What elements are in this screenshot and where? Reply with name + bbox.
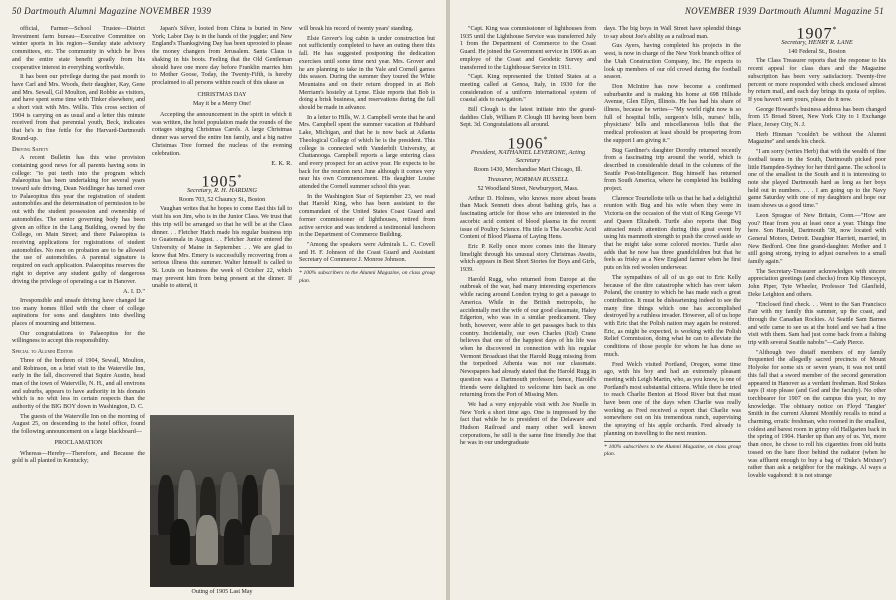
class-year-1905: 1905* (201, 172, 243, 191)
paragraph: "Among the speakers were Admirals L. C. Covell and H. F. Johnson of the Coast Guard and Assistant Secretary of Commerce J. Monroe Johnson. (299, 241, 435, 264)
paragraph: Bill Clough is the latest initiate into the grand-daddies Club, William P. Clough III having been born Sept. 3d. Congratulations all around. (460, 107, 596, 129)
section-heading-special: Special to Alumni Editor (12, 348, 73, 356)
paragraph: "Capt. King represented the United States at a meeting called at Genoa, Italy, in 1930 for the consideration of a uniform international system of coastal aids to navigation." (460, 74, 596, 104)
section-heading-driving-safety: Driving Safety (12, 145, 49, 153)
paragraph: "I am sorry (writes Herb) that with the wealth of fine football teams in the South, Dartmouth picked poor little Hampden-Sydney for her third game. The school is one of the smallest in the South and it is interesting to note she played Dartmouth hard as long as her boys held out in numbers. . . . I am going up to the Navy game Saturday with one of my daughters and hope our team shows us a good time." (748, 149, 886, 210)
paragraph: Don McIntire has now become a confirmed suburbanite and is making his home at 698 Hillside Avenue, Glen Ellyn, Illinois. He has had his share of illness, because he writes—"My world right now is so full of hospital bills, surgeon's bills, nurses' bills, physicians' bills and miscellaneous bills that the medical profession at least should be prospering from the support I am giving it." (604, 83, 741, 144)
signature: A. I. D." (123, 288, 145, 296)
left-column-3 (299, 26, 435, 288)
paragraph: Whereas—Hereby—Therefore, and Because the gold is all planted in Kentucky; (12, 450, 145, 465)
paragraph: Gus Ayers, having completed his projects in the west, is now in charge of the New York branch office of the Utah Construction Company, Inc. He expects to look up members of our old crowd during the football season. (604, 43, 741, 81)
proclamation-heading: PROCLAMATION (54, 439, 103, 446)
paragraph: The sympathies of all of us go out to Eric Kelly because of the dire catastrophe which has over taken Poland, the country to which he has made such a great contribution. It must be disheartening indeed to see the many fine things which one has accomplished destroyed by a ruthless invader. However, all of us hope with Eric that the Polish nation may again be restored. Eric, as might be expected, is working with the Polish Relief Commission, doing what he can to alleviate the conditions of those people for whom he has done so much. (604, 274, 741, 358)
paragraph: Bug Gardiner's daughter Dorothy returned recently from a fascinating trip around the world, which is described in considerable detail in the columns of the Seattle Post-Intelligencer. Bug himself has returned from South America, where he completed his building project. (604, 147, 741, 193)
paragraph: Elsie Grover's log cabin is under construction but not sufficiently completed to have an outing there this fall. He has suggested postponing the dedication exercises until some time next year. Mrs. Grover and he are planning to take in the Yale and Cornell games this season. During the summer they toured the White Mountains and on their return dropped in at Bob Merriam's hostelry at Lyme. Elsie reports that Bob is doing a brisk business, and reservations during the fall should be made in advance. (299, 35, 435, 112)
paragraph: In the Washington Star of September 23, we read that Harold King, who has been assistant to the commandant of the United States Coast Guard and former commissioner of lighthouses, retired from active service and was tendered a testimonial luncheon in the Department of Commerce Building. (299, 193, 435, 239)
paragraph: "Enclosed find check. . . Went to the San Francisco Fair with my family this summer, up the coast, and through the Canadian Rockies. At Seattle Sam Barnes and wife came to see us at the hotel and we had a fine visit with them. Sam had just come back from a fishing trip with several Seattle nabobs"—Cady Pierce. (748, 301, 886, 347)
right-column-3 (748, 26, 886, 483)
paragraph: days. The big boys in Wall Street have splendid things to say about Joe's ability as a railroad man. (604, 26, 741, 40)
footnote: * 100% subscribers to the Alumni Magazine, on class group plan. (299, 267, 435, 285)
president-line: President, NATHANIEL LEVERONE, Acting Secretary (470, 149, 586, 164)
paragraph: Japan's Silver, looted from China is buried in New York; Labor Day is in the hands of the joggler; and New England's Thanksgiving Day has been uprooted to please the money changers from Jerusalem. Santa Claus is shaking in his boots. Feeling that the Old Gentleman should have one more day before Franklin marries him to Mother Goose, Today, the Twenty-Fifth, is hereby proclaimed to all persons within reach of this ukase as (152, 26, 292, 86)
right-page-header: NOVEMBER 1939 Dartmouth Alumni Magazine 51 (684, 6, 884, 16)
right-column-2 (604, 26, 741, 461)
paragraph: We had a very enjoyable visit with Joe Nuelle in New York a short time ago. One is impressed by the fact that while he is president of the Delaware and Hudson Railroad and many other well known corporations, he still is the same fine friendly Joe that he was in our undergraduate (460, 401, 596, 447)
treasurer-line: Treasurer, NORMAN RUSSELL (487, 176, 569, 184)
paragraph: A recent Bulletin has this wise provision containing good news for all parents having sons in college: "to put teeth into the program which Palaeopitus has been undertaking for several years toward safe driving, Dean Neidlinger has turned over to Palaeopitus this year the registration of student automobiles and the determination of permission to be out with the student possession and ownership of automobiles. The senior governing body has been given an office in the Lang Building, owned by the College, on Main Street; and there Palaeopitus is receiving applications for registrations of student automobiles. No men on probation are to be allowed the use of automobiles. A parental signature is required on each application. Palaeopitus reserves the right to deprive any student guilty of dangerous driving the privilege of operating a car in Hanover. (12, 155, 145, 285)
paragraph: Arthur D. Holmes, who knows more about beans than Mack Sennett does about bathing girls, has a fascinating article for those who are interested in the ascorbic acid content of blood plasma in the recent issue of Poultry Science. His title is The Ascorbic Acid Content of Blood Plasma of Laying Hens. (460, 195, 596, 241)
paragraph: Three of the brethren of 1904, Sewall, Moulton, and Robinson, on a brief visit to the Waterville Inn, early in the fall, discovered that Squire Austin, head man of the town of Waterville, N. H., and all environs and suburbs, appears to have authority in his domain which is no whit less in certain respects than the authority of the BIG BOY down in Washington, D. C. (12, 357, 145, 411)
left-column-1 (12, 26, 145, 468)
paragraph: Clarence Tourtellotte tells us that he had a delightful reunion with Bug and his wife when they were in Victoria on the occasion of the visit of King George VI and Queen Elizabeth. Turtle also reports that Bug attracted much attention during this great event by using his mammoth strength to push the crowd aside so that he might take some colored movies. Turtle also adds that he now has three grandchildren but that he feels as frisky as a New England farmer when he first puts on his red woolen underwear. (604, 195, 741, 272)
paragraph: The Secretary-Treasurer acknowledges with sincere appreciation greetings (and checks) from Kip Henceypt, John Piper, Tyte Wheeler, Professor Ted Glanfield, Deke Leighton and others. (748, 268, 886, 298)
paragraph: In a letter to Hills, W. J. Campbell wrote that he and Mrs. Campbell spent the summer vacation at Hubbard Lake, Michigan, and that he is now back at Atlanta Theological College of which he is the president. This college is connected with Vanderbilt University, at Chattanooga. Campbell reports a large entering class and every prospect for an active year. He expects to be back for the reunion next June although it comes very near his own Commencement. His daughter Louise attended the Cornell summer school this year. (299, 114, 435, 191)
signature: E. K. R. (271, 160, 292, 168)
secretary-line: Secretary, HENRY R. LANE (781, 39, 853, 47)
paragraph: It has been our privilege during the past month to have Carl and Mrs. Woods, their daughter, Kay, Gene and Mrs. Sewall, Gil Moulton, and Robbie as visitors, and have spent some time with Tinker elsewhere, and a short visit with Mrs. Willis. This cross section of 1904 is carrying on as usual and a letter this minute received from that perennial youth, Beck, indicates that he's in fine fettle for the Harvard-Dartmouth Round-up. (12, 74, 145, 142)
paragraph: "Although two distaff members of my family frequented the allegedly sacred precincts of Mount Holyoke for some six or seven years, it was not until this fall that a sword member of the second generation appeared in Hanover as a verdant freshman. Rod Stokes says (I stop please (and God and the faculty). No other torchbearer for 1907 on the campus this year, to my knowledge. The obituary notice on Floyd 'Tangier' Smith in the current Alumni Monthly recalls to mind a charming, erratic freshman, who roomed in the smallest, coldest and barest room in grimy old Hallgarten back in the spring of 1904. Harder up than any of us. Yet, more than once, he chose to roll his cigarettes from old butts tossed on the bare floor behind the radiator (when he was affluent enough to buy a bag of 'Duke's Mixture') rather than ask a neighbor for the makings. Al ways a lovable vagabond: it is not strange (748, 349, 886, 479)
president-address: Room 1430, Merchandise Mart Chicago, Ill. (473, 166, 583, 173)
paragraph: The Class Treasurer reports that the response to his recent appeal for class dues and the Magazine subscription has been very satisfactory. Twenty-five percent or more responded with check enclosed almost by return mail, and each day brings its quota of replies. If you haven't sent yours, please do it now. (748, 58, 886, 103)
paragraph: official, Farmer—School Trustee—District Investment farm bureau—Executive Committee on winter sports in his region—Sunday state advisory committees, etc. The community in which he lives and the entire state benefit greatly from his cooperative interest in everything worthwhile. (12, 26, 145, 71)
class-outing-photo (150, 415, 294, 587)
paragraph: "Capt. King was commissioner of lighthouses from 1935 until the Lighthouse Service was transferred July 1 from the Department of Commerce to the Coast Guard. He joined the Government service in 1906 as an employe of the Coast and Geodetic Survey and transferred to the Lighthouse Service in 1911. (460, 26, 596, 71)
paragraph: Eric P. Kelly once more comes into the literary limelight through his unusual story Christmas Awaits, which appears in Best Short Stories for Boys and Girls, 1939. (460, 243, 596, 274)
paragraph: The guests of the Waterville Inn on the morning of August 25, on descending to the hotel office, found the following announcement on a large blackboard— (12, 413, 145, 436)
left-page-header: 50 Dartmouth Alumni Magazine NOVEMBER 1939 (12, 6, 212, 16)
left-column-2 (152, 26, 292, 293)
photo-caption: Outing of 1905 Last May (191, 589, 253, 595)
right-column-1 (460, 26, 596, 450)
paragraph: Accepting the announcement in the spirit in which it was written, the hotel population made the rounds of the cottages singing Christmas Carols. A large Christmas dinner was served the entire Inn family, and a big native Christmas Tree formed the nucleus of the evening celebration. (152, 112, 292, 157)
paragraph: Our congratulations to Palaeopitus for the willingness to accept this responsibility. (12, 330, 145, 345)
paragraph: Harold Rugg, who returned from Europe at the outbreak of the war, had many interesting experiences while racing around London trying to get a passage to America. While in the British metropolis, he accidentally met the wife of our good classmate, Haley Edgerton, who was in a similar predicament. They both, however, were able to get passages back to this country. Incidentally, our own Charles (Kid) Crane believes that one of the happiest days of his life was when he discovered in connection with his regular Vermont Broadcast that the Harold Rugg missing from the torpedoed Athenia was not our classmate. Newspapers had already stated that the Harold Rugg in question was a Dartmouth professor; hence, Harold's friends were delighted to welcome him back as one returning from the Port of Missing Men. (460, 276, 596, 399)
paragraph: Fred Welch visited Portland, Oregon, some time ago, with his boy and had an extremely pleasant meeting with Leigh Martin, who, as you know, is one of Portland's most substantial citizens. While there he tried to reach Charlie Benton at Hood River but that must have been one of the days when Charlie was really working as Fred received a report that Charlie was somewhere out on his tremendous ranch, supervising the spraying of his apple orchards. Fred already is planning on travelling to the next reunion. (604, 361, 741, 437)
class-year-1906: 1906* (507, 135, 549, 153)
secretary-line: Secretary, R. H. HARDING (186, 186, 258, 194)
class-year-1907: 1907* (796, 25, 838, 43)
right-page (450, 0, 896, 600)
secretary-address: 140 Federal St., Boston (788, 48, 846, 55)
left-page (0, 0, 446, 600)
merry-line: May it be a Merry One! (192, 101, 252, 108)
paragraph: Herb Hinman "couldn't be without the Alumni Magazine" and sends his check. (748, 131, 886, 146)
paragraph: Leon Sprague of New Britain, Conn.—"How are you? Hear from you at least once a year. Things fine here. Son Harold, Dartmouth '38, now located with General Motors, Detroit. Daughter Harriett, married, in New Bedford. One fine grand-daughter. Mother and I still going strong, trying to adjust ourselves to a small family again." (748, 212, 886, 266)
paragraph: George Howard's business address has been changed from 15 Broad Street, New York City to 1 Exchange Place, Jersey City, N. J. (748, 106, 886, 129)
paragraph: will break his record of twenty years' standing. (299, 26, 414, 32)
paragraph: Irresponsible and unsafe driving have changed far too many homes filled with the cheer of college aspirations for sons and daughters into dwelling places of mourning and bitterness. (12, 297, 145, 328)
paragraph: Vaughan writes that he hopes to come East this fall to visit his son Jim, who is in the Junior Class. We trust that this trip will be arranged so that he will be at the Class dinner. . . Fletcher Hatch made his regular business trip to Guatemala in August. . . Fletcher Junior entered the University of Maine in September. . . We are glad to know that Mrs. Emery is successfully recovering from a serious illness this summer. Walter himself is called to St. Louis on business the week of October 22, which may prevent him from being present at the dinner. If unable to attend, it (152, 206, 292, 290)
treasurer-address: 52 Woodland Street, Newburyport, Mass. (477, 185, 579, 192)
footnote: * 100% subscribers to the Alumni Magazine, on class group plan. (604, 441, 741, 459)
secretary-address: Room 703, 52 Chauncy St., Boston (178, 196, 266, 203)
christmas-heading: CHRISTMAS DAY (197, 91, 247, 98)
